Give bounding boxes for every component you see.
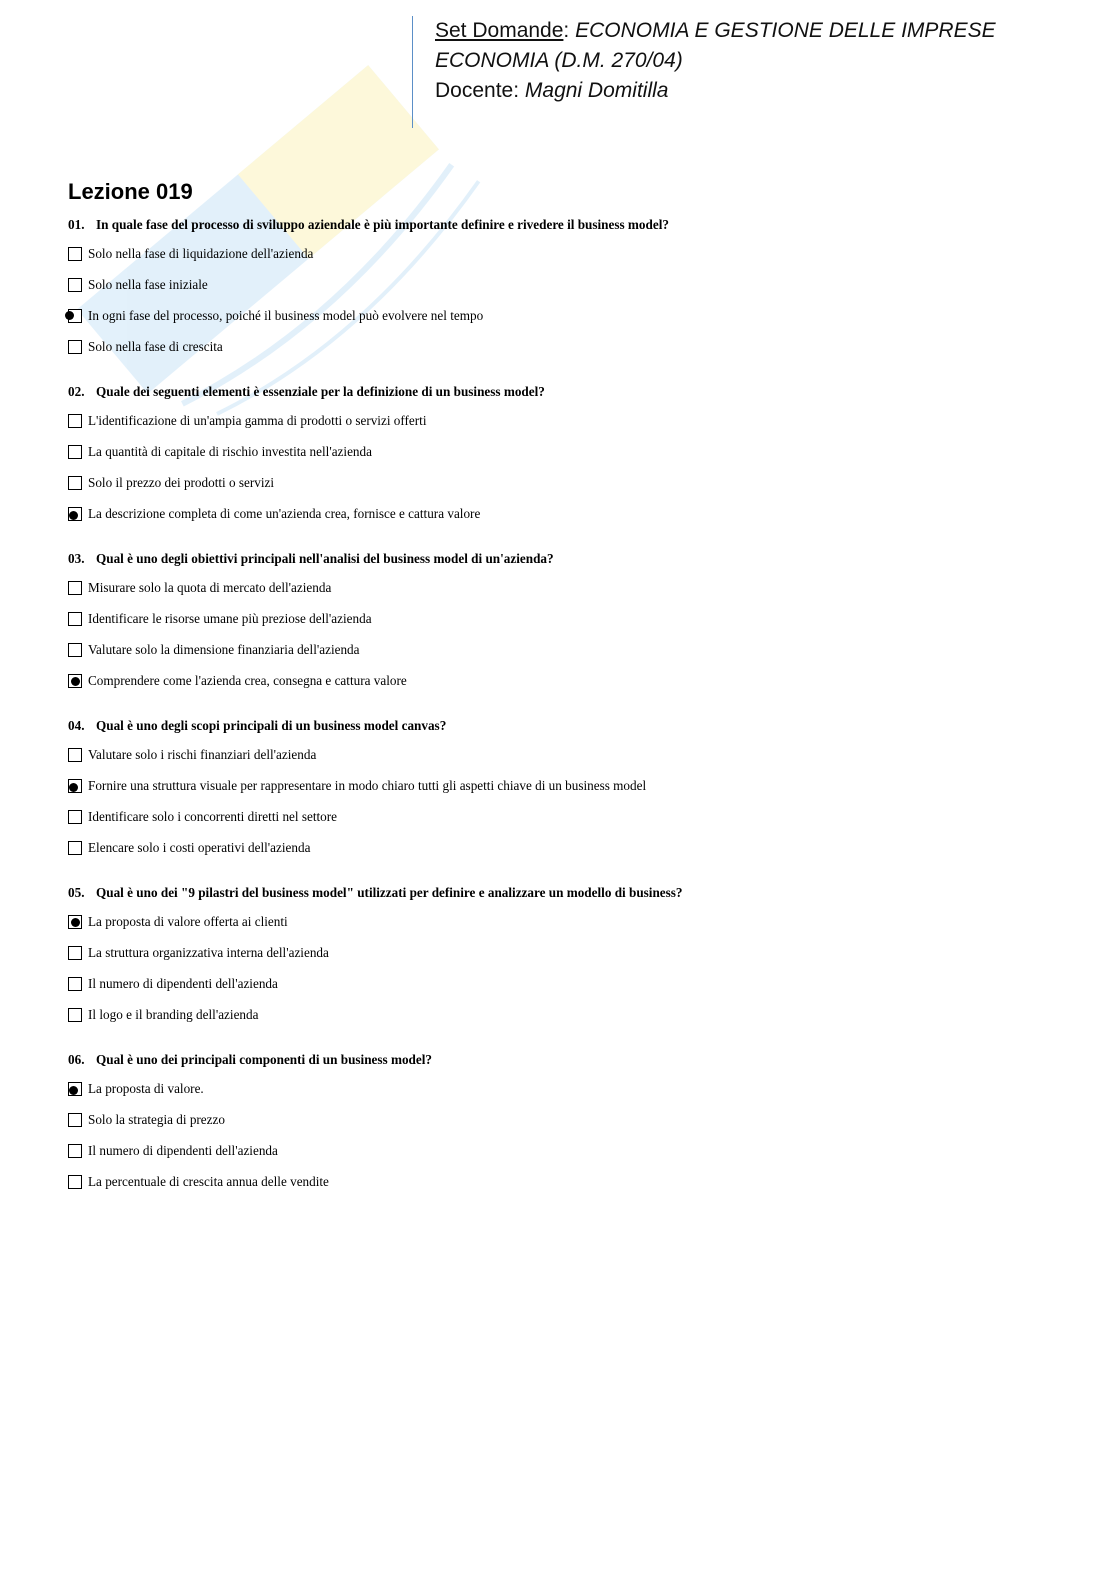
answer-option[interactable] [68,603,1068,634]
checkbox[interactable] [68,278,82,292]
option-label: Identificare solo i concorrenti diretti nel settore [88,808,337,824]
checked-checkbox[interactable] [68,507,82,521]
set-label: Set Domande [435,19,564,42]
answer-option[interactable] [68,999,1068,1030]
option-label: La struttura organizzativa interna dell'azienda [88,944,329,960]
question-text [68,1049,1068,1073]
answer-option[interactable] [68,832,1068,863]
option-label: Solo nella fase di liquidazione dell'azienda [88,245,314,261]
course-subtitle: ECONOMIA (D.M. 270/04) [435,49,683,72]
option-label: Solo la strategia di prezzo [88,1111,225,1127]
option-label: La quantità di capitale di rischio investita nell'azienda [88,443,372,459]
question-list [68,214,1068,1216]
question-number: 02. [68,384,85,399]
answer-option[interactable] [68,572,1068,603]
question-number: 01. [68,217,85,232]
answer-option[interactable] [68,498,1068,529]
answer-option[interactable] [68,300,1068,331]
answer-option[interactable] [68,739,1068,770]
checkbox[interactable] [68,841,82,855]
option-label: Solo nella fase iniziale [88,276,208,292]
checked-checkbox[interactable] [68,309,82,323]
checkbox[interactable] [68,612,82,626]
question-label: Qual è uno dei principali componenti di un business model? [96,1052,432,1067]
option-label: Valutare solo i rischi finanziari dell'azienda [88,746,317,762]
checkbox[interactable] [68,748,82,762]
checkbox[interactable] [68,1113,82,1127]
question-label: Qual è uno degli obiettivi principali nell'analisi del business model di un'azienda? [96,551,554,566]
option-label: La percentuale di crescita annua delle vendite [88,1173,329,1189]
question-text [68,882,1068,906]
answer-option[interactable] [68,801,1068,832]
question-block [68,882,1068,1049]
option-label: Misurare solo la quota di mercato dell'azienda [88,579,332,595]
checked-checkbox[interactable] [68,674,82,688]
question-number: 05. [68,885,85,900]
question-label: In quale fase del processo di sviluppo aziendale è più importante definire e rivedere il business model? [96,217,669,232]
question-number: 06. [68,1052,85,1067]
question-number: 04. [68,718,85,733]
question-text [68,214,1068,238]
option-label: Elencare solo i costi operativi dell'azienda [88,839,311,855]
option-label: Il logo e il branding dell'azienda [88,1006,259,1022]
answer-option[interactable] [68,968,1068,999]
lesson-title: Lezione 019 [68,179,193,204]
selected-dot-icon [71,918,80,927]
answer-option[interactable] [68,467,1068,498]
selected-dot-icon [71,677,80,686]
question-text [68,548,1068,572]
checkbox[interactable] [68,445,82,459]
question-block [68,214,1068,381]
checked-checkbox[interactable] [68,779,82,793]
option-label: La proposta di valore. [88,1080,204,1096]
option-label: Identificare le risorse umane più preziose dell'azienda [88,610,372,626]
checkbox[interactable] [68,476,82,490]
selected-dot-icon [65,311,74,320]
checkbox[interactable] [68,1144,82,1158]
set-colon: : [563,19,570,42]
checkbox[interactable] [68,414,82,428]
option-label: La proposta di valore offerta ai clienti [88,913,288,929]
question-label: Qual è uno degli scopi principali di un business model canvas? [96,718,447,733]
answer-option[interactable] [68,269,1068,300]
checkbox[interactable] [68,643,82,657]
checkbox[interactable] [68,1008,82,1022]
question-text [68,381,1068,405]
checkbox[interactable] [68,810,82,824]
document-header [412,16,996,128]
answer-option[interactable] [68,238,1068,269]
question-text [68,715,1068,739]
option-label: Solo il prezzo dei prodotti o servizi [88,474,275,490]
checked-checkbox[interactable] [68,1082,82,1096]
answer-option[interactable] [68,436,1068,467]
header-course-row [435,46,996,76]
answer-option[interactable] [68,937,1068,968]
checkbox[interactable] [68,340,82,354]
checkbox[interactable] [68,1175,82,1189]
teacher-label: Docente: [435,79,520,102]
option-label: La descrizione completa di come un'azienda crea, fornisce e cattura valore [88,505,481,521]
checkbox[interactable] [68,247,82,261]
teacher-name: Magni Domitilla [524,79,669,102]
checkbox[interactable] [68,581,82,595]
option-label: Fornire una struttura visuale per rappresentare in modo chiaro tutti gli aspetti chiave di un business model [88,777,647,793]
answer-option[interactable] [68,331,1068,362]
option-label: Solo nella fase di crescita [88,338,223,354]
option-label: Comprendere come l'azienda crea, consegna e cattura valore [88,672,407,688]
question-block [68,715,1068,882]
header-set-row [435,16,996,46]
option-label: Il numero di dipendenti dell'azienda [88,1142,278,1158]
question-block [68,1049,1068,1216]
checked-checkbox[interactable] [68,915,82,929]
answer-option[interactable] [68,634,1068,665]
option-label: In ogni fase del processo, poiché il business model può evolvere nel tempo [88,307,484,323]
option-label: Valutare solo la dimensione finanziaria dell'azienda [88,641,360,657]
selected-dot-icon [69,783,78,792]
answer-option[interactable] [68,1073,1068,1104]
question-block [68,548,1068,715]
question-label: Quale dei seguenti elementi è essenziale per la definizione di un business model? [96,384,545,399]
course-title: ECONOMIA E GESTIONE DELLE IMPRESE [575,19,996,42]
answer-option[interactable] [68,665,1068,696]
answer-option[interactable] [68,1104,1068,1135]
answer-option[interactable] [68,906,1068,937]
selected-dot-icon [69,1086,78,1095]
option-label: Il numero di dipendenti dell'azienda [88,975,278,991]
answer-option[interactable] [68,770,1068,801]
header-teacher-row [435,76,996,106]
selected-dot-icon [69,511,78,520]
answer-option[interactable] [68,405,1068,436]
question-label: Qual è uno dei "9 pilastri del business model" utilizzati per definire e analizzare un modello di business? [96,885,683,900]
question-block [68,381,1068,548]
option-label: L'identificazione di un'ampia gamma di prodotti o servizi offerti [88,412,427,428]
checkbox[interactable] [68,977,82,991]
checkbox[interactable] [68,946,82,960]
question-number: 03. [68,551,85,566]
answer-option[interactable] [68,1135,1068,1166]
answer-option[interactable] [68,1166,1068,1197]
